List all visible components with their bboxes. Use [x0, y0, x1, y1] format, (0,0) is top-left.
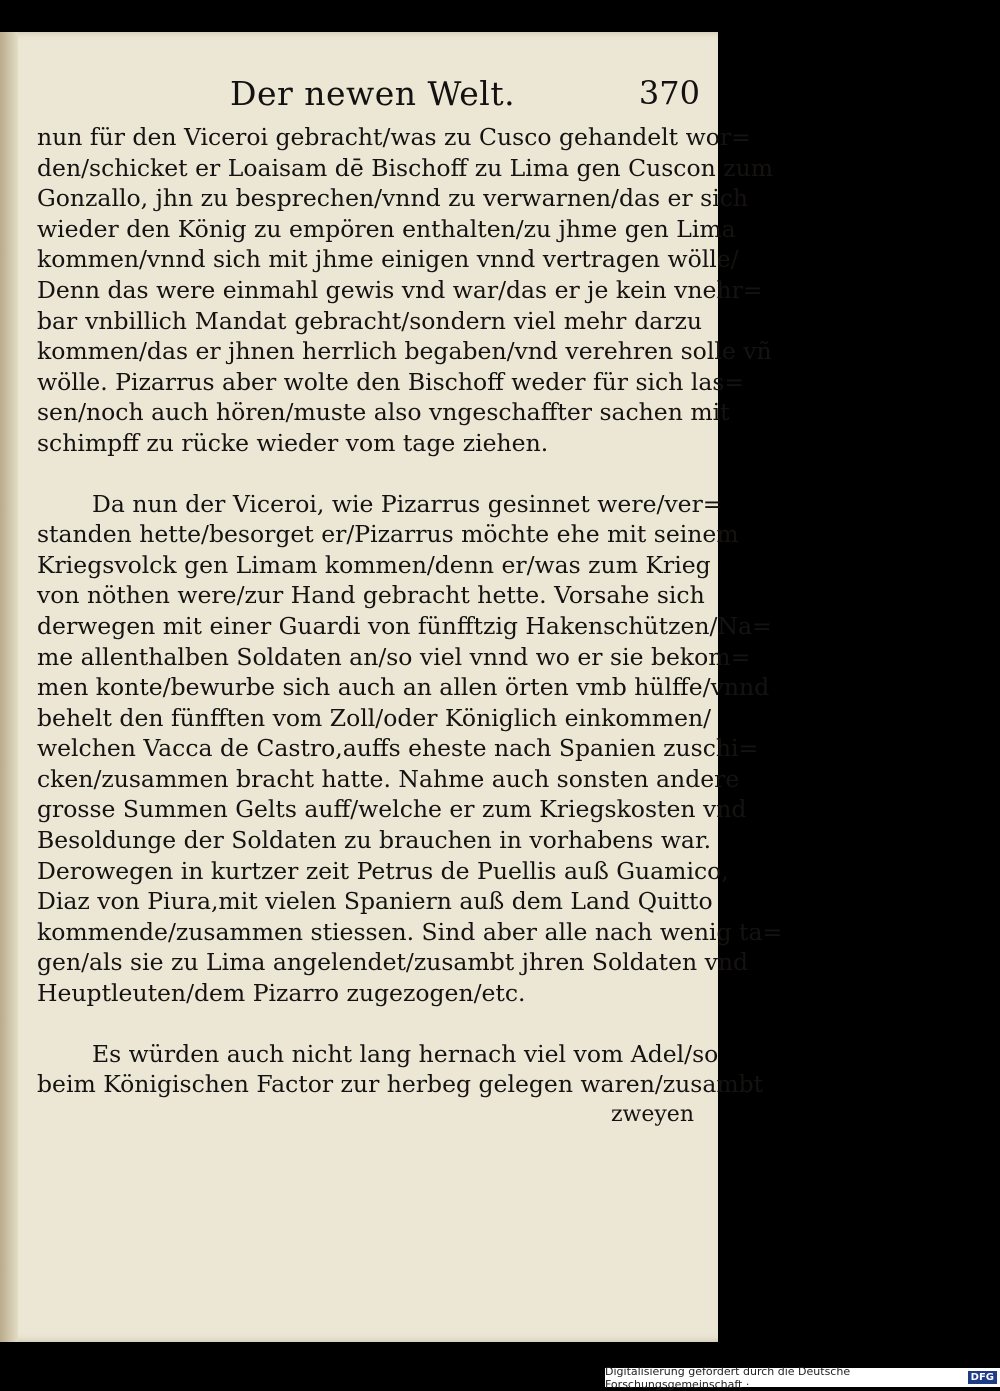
- text-line: Da nun der Viceroi, wie Pizarrus gesinnet were/ver=: [92, 489, 723, 518]
- text-line: Diaz von Piura,mit vielen Spaniern auß dem Land Quitto: [37, 887, 713, 916]
- text-line: Gonzallo, jhn zu besprechen/vnnd zu verwarnen/das er sich: [37, 184, 749, 213]
- text-line: cken/zusammen bracht hatte. Nahme auch sonsten andere: [37, 764, 740, 793]
- paragraph-3: [37, 1039, 764, 1100]
- text-line: Denn das were einmahl gewis vnd war/das er je kein vnehr=: [37, 275, 763, 304]
- paragraph-1: [37, 122, 774, 459]
- text-line: men konte/bewurbe sich auch an allen örten vmb hülffe/vnnd: [37, 673, 770, 702]
- text-line: kommen/das er jhnen herrlich begaben/vnd verehren solle vñ: [37, 337, 772, 366]
- text-block: [37, 122, 783, 1130]
- text-line: behelt den fünfften vom Zoll/oder Königlich einkommen/: [37, 703, 712, 732]
- text-line: derwegen mit einer Guardi von fünfftzig Hakenschützen/Na=: [37, 611, 772, 640]
- text-line: nun für den Viceroi gebracht/was zu Cusco gehandelt wor=: [37, 123, 751, 151]
- text-line: welchen Vacca de Castro,auffs eheste nach Spanien zuschi=: [37, 734, 759, 763]
- paragraph-gap: [37, 1009, 702, 1039]
- footer-credit-text: Digitalisierung gefördert durch die Deutsche Forschungsgemeinschaft ·: [605, 1364, 851, 1391]
- paragraph-gap: [37, 459, 702, 489]
- page-header: [230, 74, 700, 114]
- paragraph-2: [37, 489, 783, 1009]
- text-line: sen/noch auch hören/muste also vngeschaffter sachen mit: [37, 398, 730, 427]
- running-head: Der newen Welt.: [230, 74, 516, 113]
- text-line: gen/als sie zu Lima angelendet/zusambt jhren Soldaten vnd: [37, 948, 749, 977]
- text-line: me allenthalben Soldaten an/so viel vnnd wo er sie bekom=: [37, 642, 751, 671]
- text-line: beim Königischen Factor zur herbeg gelegen waren/zusambt: [37, 1070, 764, 1099]
- text-line: kommen/vnnd sich mit jhme einigen vnnd vertragen wölle/: [37, 245, 739, 274]
- page-number: 370: [638, 74, 700, 112]
- text-line: grosse Summen Gelts auff/welche er zum Kriegskosten vnd: [37, 795, 747, 824]
- text-line: Besoldunge der Soldaten zu brauchen in vorhabens war.: [37, 826, 712, 855]
- text-line: standen hette/besorget er/Pizarrus möchte ehe mit seinem: [37, 520, 739, 549]
- text-line: Derowegen in kurtzer zeit Petrus de Puellis auß Guamico,: [37, 856, 729, 885]
- text-line: bar vnbillich Mandat gebracht/sondern viel mehr darzu: [37, 306, 702, 335]
- text-line: Kriegsvolck gen Limam kommen/denn er/was zum Krieg: [37, 550, 711, 579]
- text-line: kommende/zusammen stiessen. Sind aber alle nach wenig ta=: [37, 917, 783, 946]
- text-line: wieder den König zu empören enthalten/zu jhme gen Lima: [37, 214, 736, 243]
- text-line: Heuptleuten/dem Pizarro zugezogen/etc.: [37, 979, 526, 1008]
- text-line: den/schicket er Loaisam dē Bischoff zu Lima gen Cuscon zum: [37, 153, 774, 182]
- text-line: von nöthen were/zur Hand gebracht hette. Vorsahe sich: [37, 581, 705, 610]
- text-line: Es würden auch nicht lang hernach viel vom Adel/so: [92, 1039, 719, 1068]
- page-gutter-shadow: [0, 32, 18, 1342]
- catchword: zweyen: [610, 1101, 694, 1127]
- text-line: schimpff zu rücke wieder vom tage ziehen.: [37, 428, 549, 457]
- text-line: wölle. Pizarrus aber wolte den Bischoff weder für sich las=: [37, 367, 745, 396]
- footer-credit-bar: [605, 1364, 1000, 1391]
- dfg-logo: DFG: [968, 1371, 997, 1384]
